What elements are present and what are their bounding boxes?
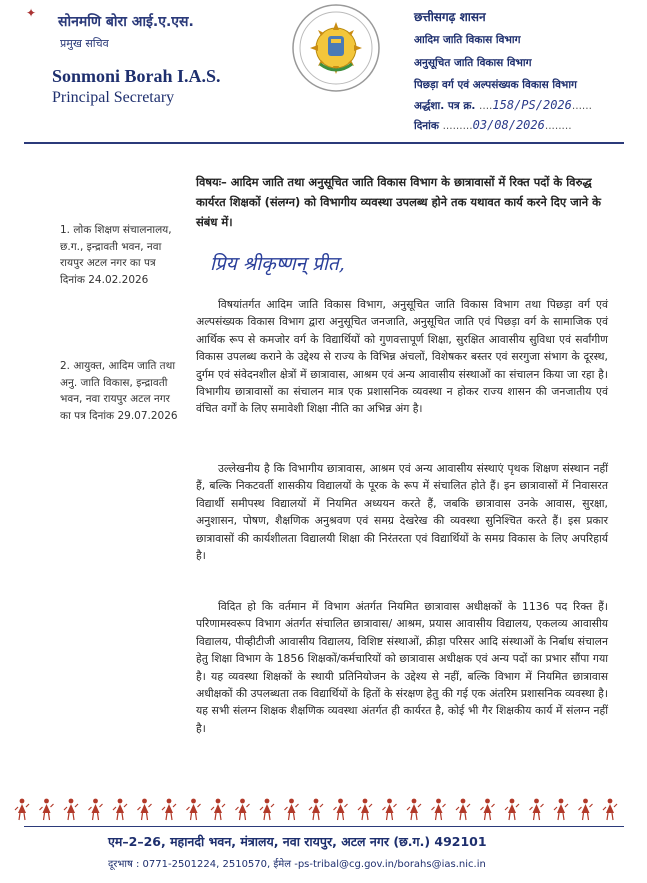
border-figure-icon bbox=[334, 799, 348, 820]
border-figure-icon bbox=[260, 799, 274, 820]
sender-name-hindi: सोनमणि बोरा आई.ए.एस. bbox=[58, 14, 194, 30]
border-figure-icon bbox=[603, 799, 617, 820]
date-line: दिनांक .........03/08/2026........ bbox=[414, 118, 572, 132]
border-figure-icon bbox=[187, 799, 201, 820]
sender-name-english: Sonmoni Borah I.A.S. bbox=[52, 66, 221, 86]
ornament-icon: ✦ bbox=[26, 6, 37, 20]
reference-number: 158/PS/2026 bbox=[492, 98, 572, 112]
border-figure-icon bbox=[138, 799, 152, 820]
border-figure-icon bbox=[236, 799, 250, 820]
border-figure-icon bbox=[579, 799, 593, 820]
government-name: छत्तीसगढ़ शासन bbox=[414, 10, 486, 24]
body-paragraph: उल्लेखनीय है कि विभागीय छात्रावास, आश्रम एवं अन्य आवासीय संस्थाएं पृथक शिक्षण संस्थान नहीं हैं, बल्कि निकटवर्ती शासकीय विद्यालयों के पूरक के रूप में संचालित होते हैं। इन छात्रावासों में निवासरत विद्यार्थी समीपस्थ विद्यालयों में नियमित अध्ययन करते हैं, जबकि छात्रावास उनके आवास, सुरक्षा, अनुशासन, पोषण, शैक्षणिक अनुश्रवण एवं समग्र देखरेख की व्यवस्था सुनिश्चित करते हैं। इस प्रकार छात्रावासों की कार्यशीलता विद्यालयी शिक्षा की निरंतरता एवं विद्यार्थियों के समग्र विकास के लिए अपरिहार्य है। bbox=[196, 462, 608, 563]
border-figure-icon bbox=[554, 799, 568, 820]
border-figure-icon bbox=[211, 799, 225, 820]
footer-contact: दूरभाष : 0771-2501224, 2510570, ईमेल -ps-tribal@cg.gov.in/borahs@ias.nic.in bbox=[108, 859, 486, 870]
border-figure-icon bbox=[15, 799, 29, 820]
border-figure-icon bbox=[89, 799, 103, 820]
reference-label: अर्द्धशा. पत्र क्र. bbox=[414, 100, 476, 112]
border-figure-icon bbox=[481, 799, 495, 820]
body-paragraph: विदित हो कि वर्तमान में विभाग अंतर्गत नियमित छात्रावास अधीक्षकों के 1136 पद रिक्त हैं। परिणामस्वरूप विभाग अंतर्गत संचालित छात्रावास/ आश्रम, प्रयास आवासीय विद्यालय, एकलव्य आवासीय विद्यालय, पीव्हीटीजी आवासीय विद्यालय, विशिष्ट संस्थाओं, क्रीड़ा परिसर आदि संस्थाओं के निर्बाध संचालन हेतु शिक्षा विभाग के 1856 शिक्षकों/कर्मचारियों को छात्रावास अधीक्षक एवं अन्य पदों का प्रभार सौंपा गया है। यह व्यवस्था शिक्षकों के स्थायी प्रतिनियोजन के उद्देश्य से नहीं, बल्कि विभाग में नियमित छात्रावास अधीक्षकों की उपलब्धता तक विद्यार्थियों के हितों के संरक्षण हेतु की गई एक अंतरिम प्रशासनिक व्यवस्था है। यह सभी संलग्न शिक्षक शैक्षणिक व्यवस्था अंतर्गत ही कार्यरत है, कोई भी गैर शिक्षकीय कार्य में संलग्न नहीं है। bbox=[196, 600, 608, 735]
border-figure-icon bbox=[383, 799, 397, 820]
footer-address: एम–2–26, महानदी भवन, मंत्रालय, नवा रायपुर, अटल नगर (छ.ग.) 492101 bbox=[108, 834, 487, 849]
sender-designation-english: Principal Secretary bbox=[52, 89, 175, 106]
border-figure-icon bbox=[456, 799, 470, 820]
header-divider bbox=[24, 142, 624, 144]
date-label: दिनांक bbox=[414, 120, 439, 132]
sender-designation-hindi: प्रमुख सचिव bbox=[60, 37, 109, 50]
border-figure-icon bbox=[285, 799, 299, 820]
border-figure-icon bbox=[505, 799, 519, 820]
footer-divider bbox=[24, 826, 624, 827]
border-figure-icon bbox=[309, 799, 323, 820]
border-figure-icon bbox=[162, 799, 176, 820]
reference-item: 1. लोक शिक्षण संचालनालय, छ.ग., इन्द्रावती भवन, नवा रायपुर अटल नगर का पत्र दिनांक 24.02.2026 bbox=[60, 224, 172, 286]
decorative-border bbox=[12, 796, 632, 822]
salutation: प्रिय श्रीकृष्णन् प्रीत, bbox=[210, 253, 345, 275]
department-tribal: आदिम जाति विकास विभाग bbox=[414, 34, 521, 46]
state-emblem-icon bbox=[290, 2, 382, 94]
border-figure-icon bbox=[64, 799, 78, 820]
reference-item: 2. आयुक्त, आदिम जाति तथा अनु. जाति विकास, इन्द्रावती भवन, नवा रायपुर अटल नगर का पत्र दिनांक 29.07.2026 bbox=[60, 360, 178, 422]
border-figure-icon bbox=[432, 799, 446, 820]
body-paragraph: विषयांतर्गत आदिम जाति विकास विभाग, अनुसूचित जाति विकास विभाग तथा पिछड़ा वर्ग एवं अल्पसंख्यक विकास विभाग द्वारा अनुसूचित जनजाति, अनुसूचित जाति एवं पिछड़ा वर्ग के सामाजिक एवं आर्थिक रूप से कमजोर वर्ग के विद्यार्थियों को गुणवत्तापूर्ण शिक्षा, सुरक्षित आवासीय सुविधा एवं सर्वांगीण विकास उपलब्ध कराने के उद्देश्य से राज्य के विभिन्न अंचलों, विशेषकर बस्तर एवं सरगुजा संभाग के दूरस्थ, दुर्गम एवं संवेदनशील क्षेत्रों में छात्रावास, आश्रम एवं अन्य आवासीय संस्थाओं का संचालन किया जा रहा है। विभागीय छात्रावासों का संचालन मात्र एक प्रशासनिक व्यवस्था न होकर राज्य शासन की जनजातीय एवं वंचित वर्गों के लिए समावेशी शिक्षा नीति का अभिन्न अंग है। bbox=[196, 298, 608, 416]
border-figure-icon bbox=[407, 799, 421, 820]
border-figure-icon bbox=[113, 799, 127, 820]
subject: विषयः– आदिम जाति तथा अनुसूचित जाति विकास विभाग के छात्रावासों में रिक्त पदों के विरुद्ध कार्यरत शिक्षकों (संलग्न) को विभागीय व्यवस्था उपलब्ध होने तक यथावत कार्य करने दिए जाने के संबंध में। bbox=[196, 175, 601, 229]
reference-number-line: अर्द्धशा. पत्र क्र. ....158/PS/2026...... bbox=[414, 98, 592, 112]
border-figure-icon bbox=[530, 799, 544, 820]
department-backward-class: पिछड़ा वर्ग एवं अल्पसंख्यक विकास विभाग bbox=[414, 79, 577, 91]
department-scheduled-caste: अनुसूचित जाति विकास विभाग bbox=[414, 57, 532, 69]
border-figure-icon bbox=[358, 799, 372, 820]
border-figure-icon bbox=[40, 799, 54, 820]
date-value: 03/08/2026 bbox=[472, 118, 545, 132]
